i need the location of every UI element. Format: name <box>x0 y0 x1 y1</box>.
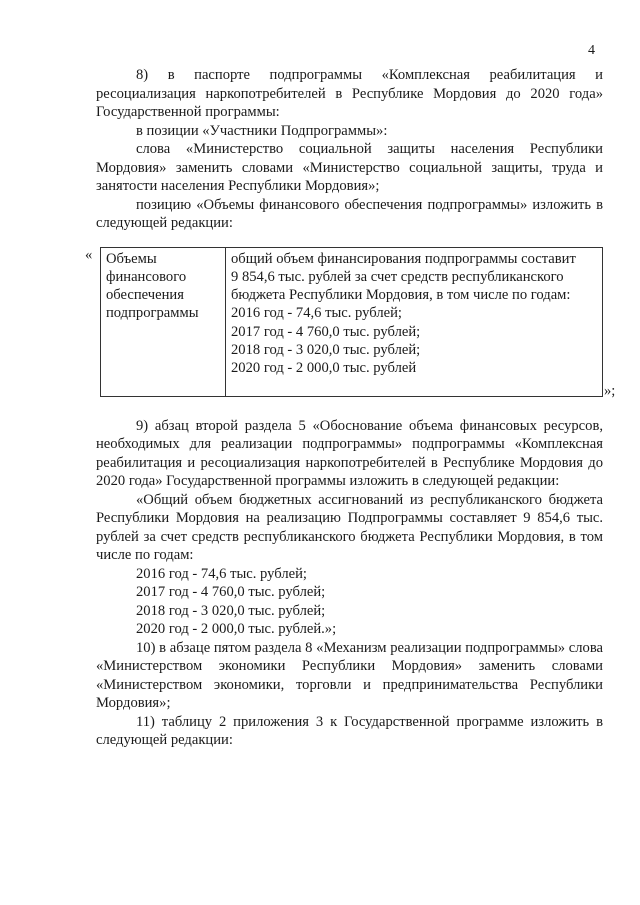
value-line: бюджета Республики Мордовия, в том числе по годам: <box>231 287 571 304</box>
paragraph-item-9: 9) абзац второй раздела 5 «Обоснование объема финансовых ресурсов, необходимых для реализации подпрограммы» подпрограммы «Комплексная реабилитация и ресоциализация наркопотребителей в Республике Мордовия до 2020 года» Государственной программы изложить в следующей редакции: <box>96 417 603 489</box>
close-quote: »; <box>604 382 616 399</box>
value-line: 2020 год - 2 000,0 тыс. рублей <box>231 360 417 377</box>
year-line: 2020 год - 2 000,0 тыс. рублей.»; <box>136 621 337 637</box>
paragraph-item-10: 10) в абзаце пятом раздела 8 «Механизм реализации подпрограммы» слова «Министерством экономики Республики Мордовия» заменить словами «Министерством экономики, торговли и предпринимательства Республики Мордовия»; <box>96 639 603 711</box>
year-line: 2016 год - 74,6 тыс. рублей; <box>136 565 307 582</box>
value-line: 9 854,6 тыс. рублей за счет средств республиканского <box>231 268 564 285</box>
funding-table-block <box>85 246 616 399</box>
paragraph-item-11: 11) таблицу 2 приложения 3 к Государственной программе изложить в следующей редакции: <box>96 713 603 748</box>
value-line: 2017 год - 4 760,0 тыс. рублей; <box>231 323 421 340</box>
table-value-cell <box>226 247 603 396</box>
funding-table <box>100 247 603 397</box>
paragraph-replace-ministry: слова «Министерство социальной защиты населения Республики Мордовия» заменить словами «Министерство социальной защиты, труда и занятости населения Республики Мордовия»; <box>96 141 603 194</box>
label-line: подпрограммы <box>106 305 199 322</box>
paragraph-funding-position: позицию «Объемы финансового обеспечения подпрограммы» изложить в следующей редакции: <box>96 196 603 231</box>
table-label-cell <box>101 247 226 396</box>
paragraph-participants: в позиции «Участники Подпрограммы»: <box>136 122 388 139</box>
label-line: Объемы <box>106 250 157 267</box>
paragraph-total-allocation: «Общий объем бюджетных ассигнований из республиканского бюджета Республики Мордовия на реализацию Подпрограммы составляет 9 854,6 тыс. рублей за счет средств республиканского бюджета Республики Мордовия, в том числе по годам: <box>96 491 603 563</box>
open-quote: « <box>85 246 93 263</box>
page-number: 4 <box>588 43 595 58</box>
paragraph-item-8: 8) в паспорте подпрограммы «Комплексная реабилитация и ресоциализация наркопотребителей в Республике Мордовия до 2020 года» Государственной программы: <box>96 67 603 120</box>
year-line: 2017 год - 4 760,0 тыс. рублей; <box>136 584 326 600</box>
label-line: обеспечения <box>106 287 184 304</box>
value-line: общий объем финансирования подпрограммы составит <box>231 250 576 267</box>
year-line: 2018 год - 3 020,0 тыс. рублей; <box>136 602 326 619</box>
value-line: 2018 год - 3 020,0 тыс. рублей; <box>231 341 421 358</box>
value-line: 2016 год - 74,6 тыс. рублей; <box>231 305 402 322</box>
label-line: финансового <box>106 268 187 285</box>
table-row <box>101 247 603 396</box>
document-body <box>85 66 616 750</box>
